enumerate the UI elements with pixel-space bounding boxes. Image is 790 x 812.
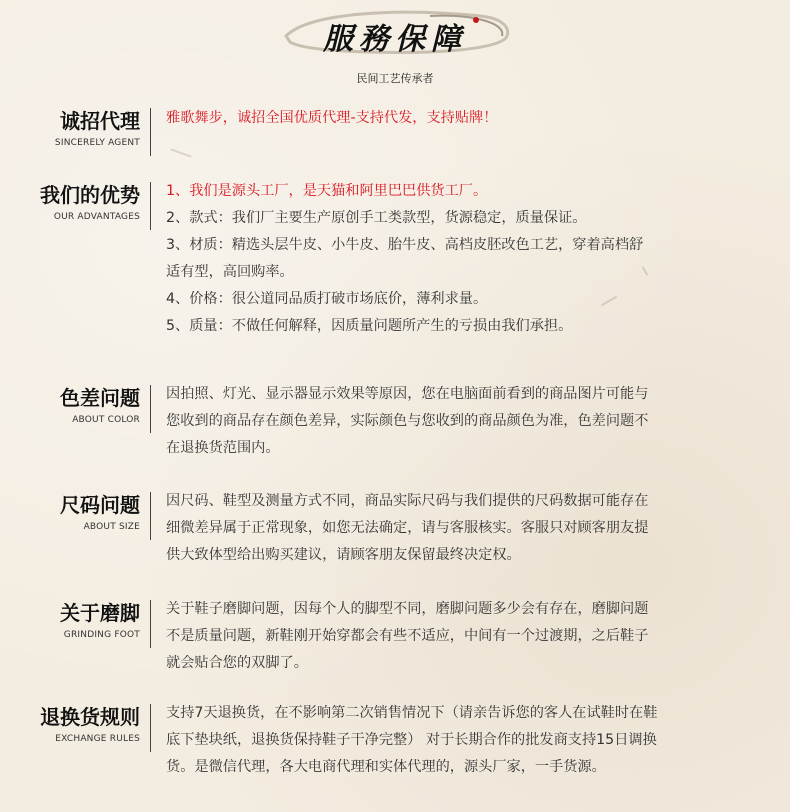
- content-line: 底下垫块纸，退换货保持鞋子干净完整） 对于长期合作的批发商支持15日调换: [166, 732, 657, 748]
- section-title: 色差问题: [60, 386, 140, 410]
- content-line: 4、价格：很公道同品质打破市场底价，薄利求量。: [166, 291, 488, 307]
- section-content: [166, 488, 766, 569]
- section-label: [0, 600, 140, 640]
- section-title: 尺码问题: [60, 493, 140, 517]
- content-line: 适有型，高回购率。: [166, 264, 294, 280]
- section-subtitle: OUR ADVANTAGES: [53, 212, 140, 222]
- section-divider: [150, 182, 151, 230]
- header-subtitle: 民间工艺传承者: [356, 72, 434, 85]
- section-divider: [150, 492, 151, 540]
- content-line: 因尺码、鞋型及测量方式不同，商品实际尺码与我们提供的尺码数据可能存在: [166, 493, 649, 509]
- section-label: [0, 385, 140, 425]
- section-content: [166, 700, 766, 781]
- content-line: 5、质量：不做任何解释，因质量问题所产生的亏损由我们承担。: [166, 318, 573, 334]
- content-line: 雅歌舞步，诚招全国优质代理-支持代发，支持贴牌！: [166, 110, 498, 126]
- content-line: 货。是微信代理，各大电商代理和实体代理的，源头厂家，一手货源。: [166, 759, 606, 775]
- section-subtitle: ABOUT SIZE: [83, 522, 140, 532]
- section-subtitle: ABOUT COLOR: [72, 415, 140, 425]
- section-divider: [150, 385, 151, 433]
- section-content: [166, 381, 766, 462]
- section-divider: [150, 108, 151, 156]
- section-subtitle: GRINDING FOOT: [63, 630, 140, 640]
- content-line: 2、款式：我们厂主要生产原创手工类款型，货源稳定，质量保证。: [166, 210, 587, 226]
- section-content: [166, 105, 766, 132]
- section-label: [0, 492, 140, 532]
- section-subtitle: SINCERELY AGENT: [54, 138, 140, 148]
- content-line: 3、材质：精选头层牛皮、小牛皮、胎牛皮、高档皮胚改色工艺，穿着高档舒: [166, 237, 644, 253]
- content-line: 就会贴合您的双脚了。: [166, 655, 308, 671]
- content-line: 1、我们是源头工厂，是天猫和阿里巴巴供货工厂。: [166, 183, 488, 199]
- header: [0, 0, 790, 90]
- section-label: [0, 182, 140, 222]
- content-line: 供大致体型给出购买建议，请顾客朋友保留最终决定权。: [166, 547, 521, 563]
- content-line: 您收到的商品存在颜色差异，实际颜色与您收到的商品颜色为准，色差问题不: [166, 413, 649, 429]
- content-line: 关于鞋子磨脚问题，因每个人的脚型不同，磨脚问题多少会有存在，磨脚问题: [166, 601, 649, 617]
- section-title: 诚招代理: [60, 109, 140, 133]
- section-label: [0, 704, 140, 744]
- content-line: 不是质量问题，新鞋刚开始穿都会有些不适应，中间有一个过渡期，之后鞋子: [166, 628, 649, 644]
- section-subtitle: EXCHANGE RULES: [55, 734, 140, 744]
- content-line: 支持7天退换货，在不影响第二次销售情况下（请亲告诉您的客人在试鞋时在鞋: [166, 705, 658, 721]
- content-line: 细微差异属于正常现象，如您无法确定，请与客服核实。客服只对顾客朋友提: [166, 520, 649, 536]
- section-content: [166, 596, 766, 677]
- section-divider: [150, 704, 151, 752]
- section-title: 关于磨脚: [60, 601, 140, 625]
- content-line: 因拍照、灯光、显示器显示效果等原因，您在电脑面前看到的商品图片可能与: [166, 386, 649, 402]
- section-label: [0, 108, 140, 148]
- section-content: [166, 178, 766, 340]
- section-title: 我们的优势: [40, 183, 140, 207]
- header-title: 服務保障: [323, 22, 467, 57]
- content-line: 在退换货范围内。: [166, 440, 280, 456]
- section-title: 退换货规则: [40, 705, 140, 729]
- section-divider: [150, 600, 151, 648]
